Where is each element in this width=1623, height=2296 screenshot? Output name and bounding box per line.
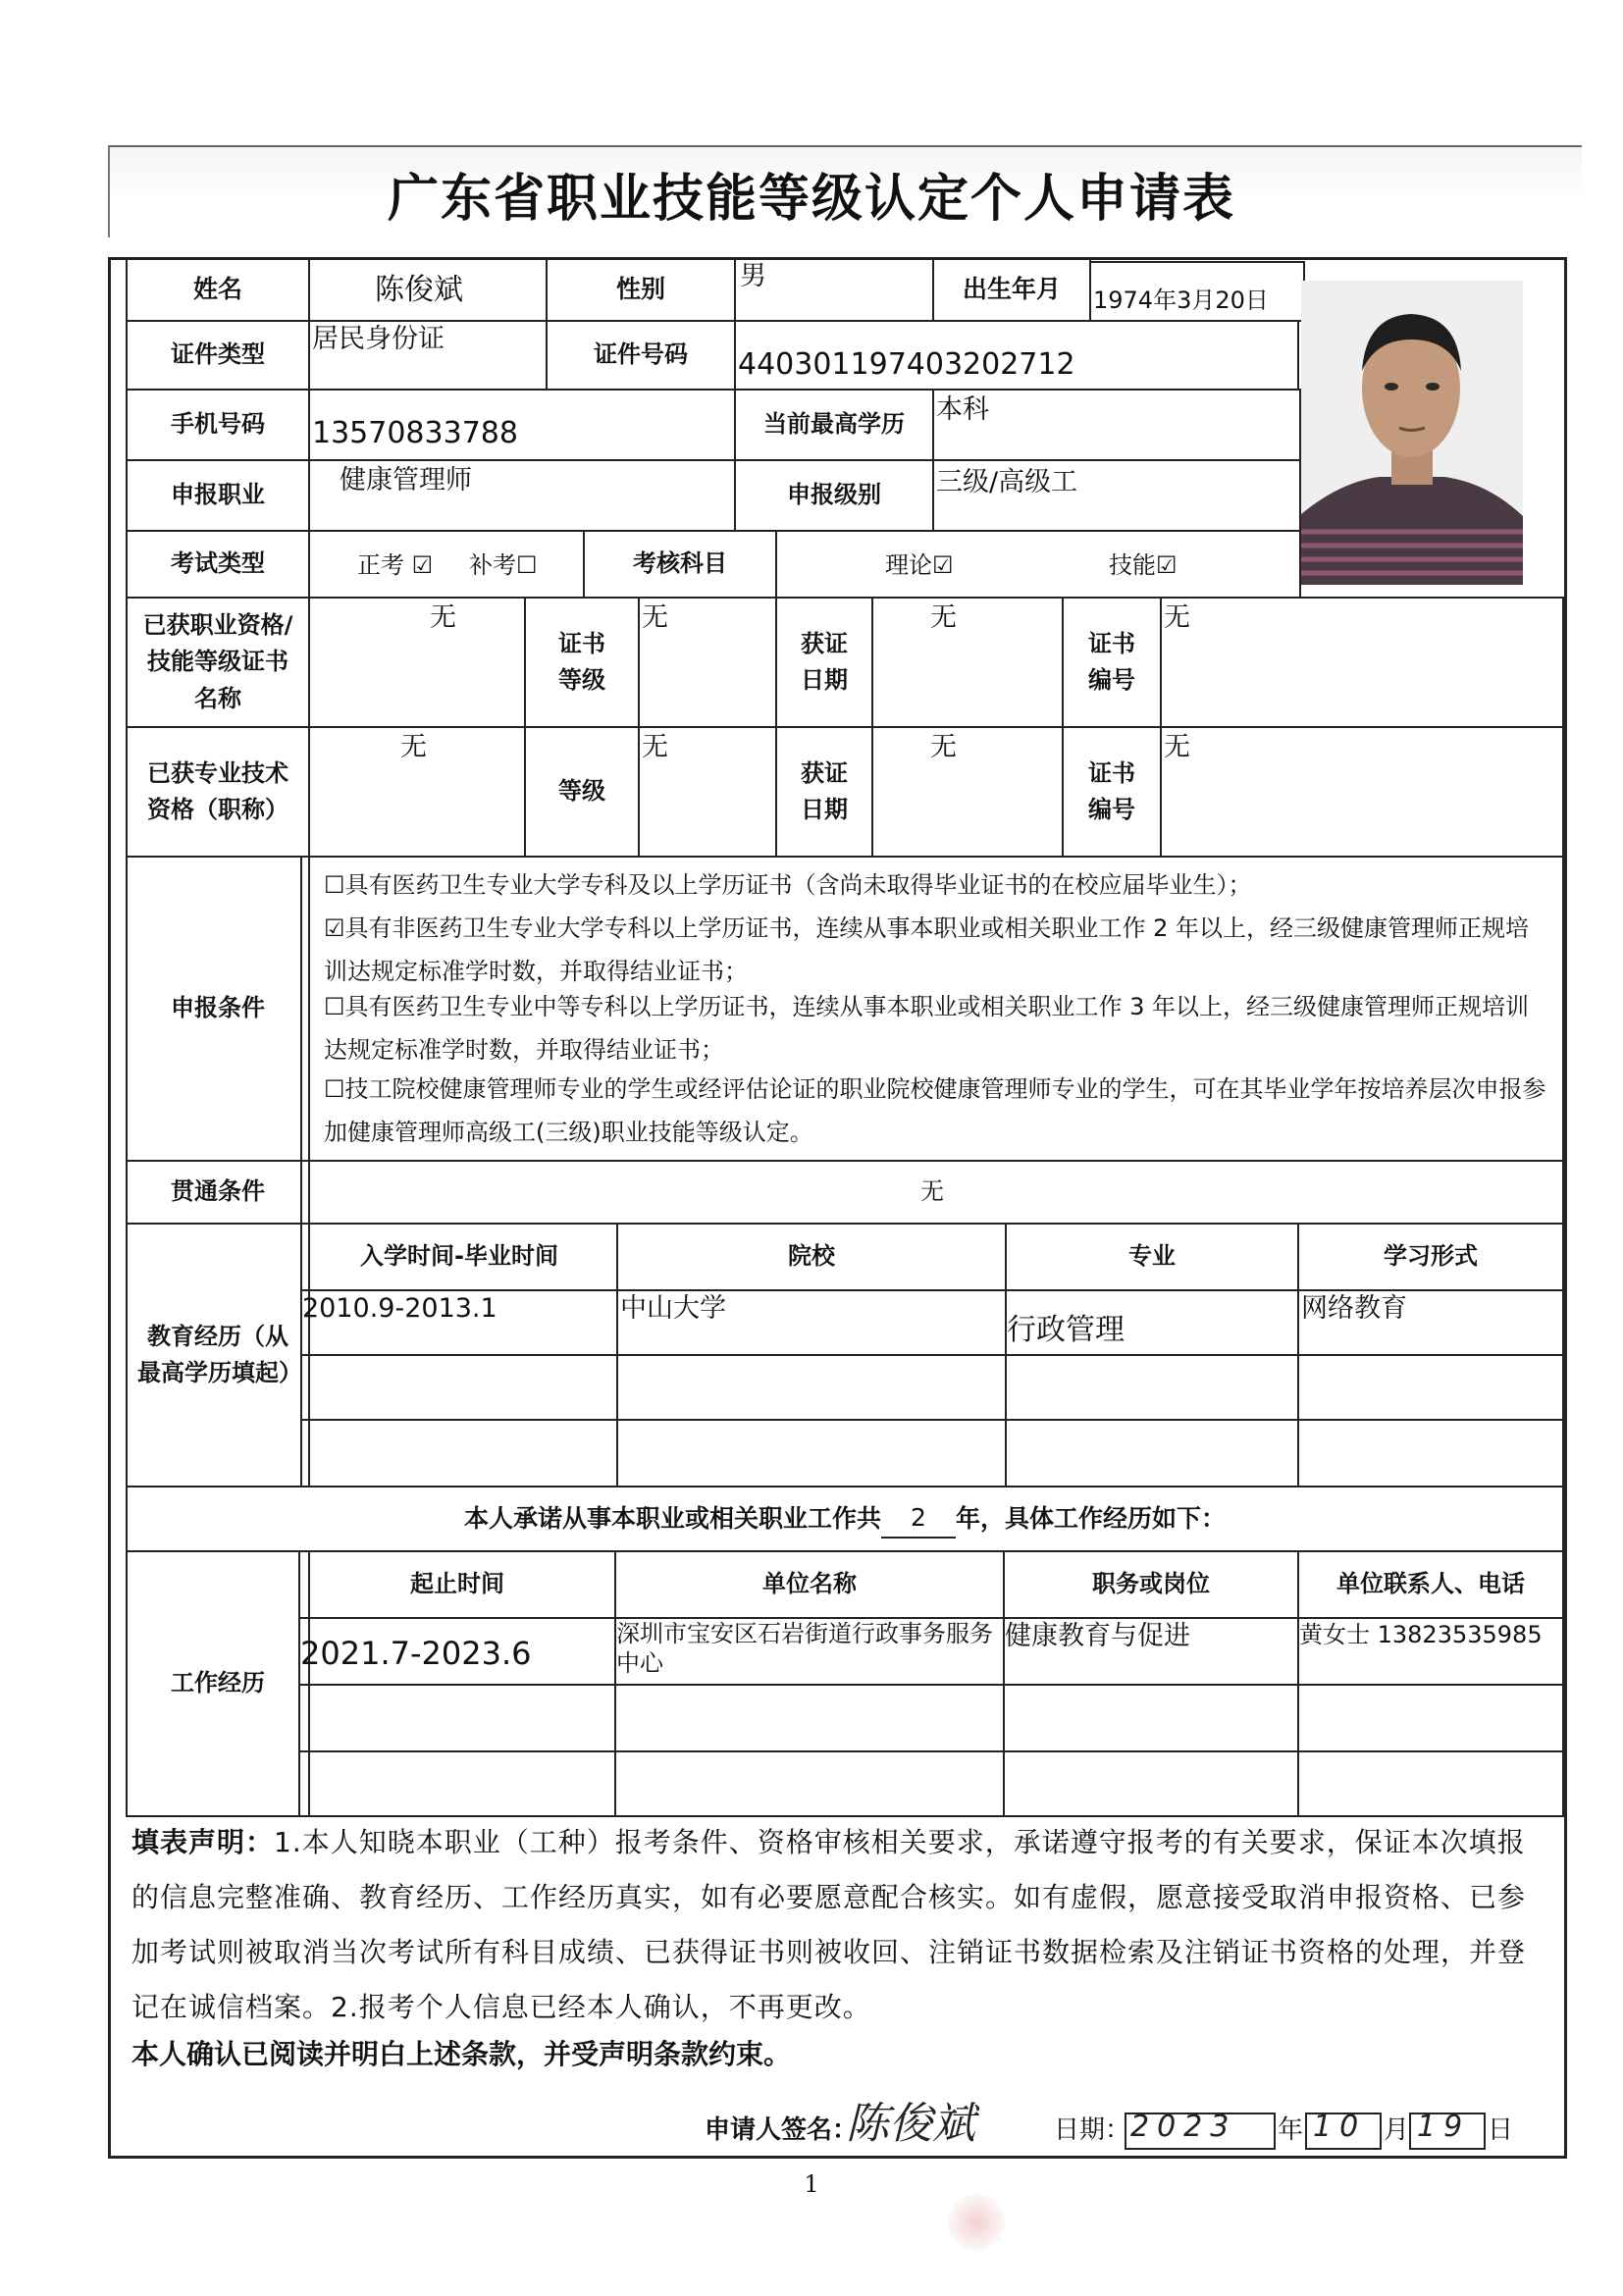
condition-1-checkbox[interactable]: ☐ <box>324 871 345 899</box>
education-value: 本科 <box>936 394 989 425</box>
exam-regular-checkbox[interactable]: ☑ <box>411 551 434 579</box>
condition-4-text: 技工院校健康管理师专业的学生或经评估论证的职业院校健康管理师专业的学生，可在其毕业学年按培养层次申报参加健康管理师高级工(三级)职业技能等级认定。 <box>324 1075 1546 1146</box>
cert-level-value: 无 <box>642 602 668 633</box>
table-cell <box>1297 1419 1564 1487</box>
table-cell <box>300 1419 618 1487</box>
cert-date-label: 获证日期 <box>801 629 848 694</box>
subject-skill-checkbox[interactable]: ☑ <box>1156 551 1178 579</box>
phone-label: 手机号码 <box>171 410 265 439</box>
through-value: 无 <box>920 1177 944 1205</box>
commitment-line <box>126 1486 1564 1552</box>
cert-number-label: 证书编号 <box>1088 629 1135 694</box>
signature-image: 陈俊斌 <box>846 2099 975 2149</box>
work-header-contact: 单位联系人、电话 <box>1336 1570 1525 1598</box>
condition-2-text: 具有非医药卫生专业大学专科以上学历证书，连续从事本职业或相关职业工作 2 年以上，经三级健康管理师正规培训达规定标准学时数，并取得结业证书； <box>324 914 1530 985</box>
edu-row1-mode: 网络教育 <box>1301 1293 1407 1324</box>
edu-row1-major: 行政管理 <box>1007 1313 1125 1347</box>
cert-name-label: 已获职业资格/技能等级证书名称 <box>142 611 293 712</box>
edu-header-mode: 学习形式 <box>1384 1242 1478 1271</box>
id-number-value: 440301197403202712 <box>738 347 1075 382</box>
conditions-label: 申报条件 <box>171 994 265 1022</box>
work-row1-period: 2021.7-2023.6 <box>300 1635 532 1672</box>
tech-name-value: 无 <box>400 732 427 762</box>
work-header-position: 职务或岗位 <box>1092 1570 1210 1598</box>
level-label: 申报级别 <box>787 481 881 509</box>
exam-regular-option <box>357 551 433 580</box>
date-month-unit: 月 <box>1384 2115 1410 2145</box>
cert-date-value: 无 <box>930 602 957 633</box>
level-value: 三级/高级工 <box>936 467 1078 497</box>
tech-date-value-cell <box>871 726 1064 858</box>
table-cell <box>1297 1750 1564 1817</box>
edu-header-period: 入学时间-毕业时间 <box>360 1242 558 1271</box>
education-label: 当前最高学历 <box>763 410 905 439</box>
tech-number-value-cell <box>1160 726 1564 858</box>
job-value: 健康管理师 <box>340 465 472 496</box>
date-year-value: 2023 <box>1130 2110 1237 2144</box>
subject-theory-checkbox[interactable]: ☑ <box>932 551 954 579</box>
condition-4 <box>324 1068 1550 1154</box>
table-cell <box>298 1684 616 1752</box>
tech-name-label: 已获专业技术资格（职称） <box>147 758 288 823</box>
tech-number-value: 无 <box>1164 732 1190 762</box>
work-label: 工作经历 <box>171 1669 265 1697</box>
declaration <box>131 1815 1544 2035</box>
cert-name-value-cell <box>308 597 526 728</box>
date-day-value: 19 <box>1417 2110 1471 2144</box>
table-cell <box>614 1684 1005 1752</box>
condition-3-checkbox[interactable]: ☐ <box>324 993 345 1020</box>
id-type-value: 居民身份证 <box>312 324 445 354</box>
edu-row1-school: 中山大学 <box>620 1293 726 1324</box>
edu-row1-period: 2010.9-2013.1 <box>302 1293 497 1324</box>
subjects-cell <box>775 530 1301 599</box>
date-year-unit: 年 <box>1278 2115 1304 2145</box>
through-label: 贯通条件 <box>171 1177 265 1206</box>
commitment-suffix: 年，具体工作经历如下： <box>956 1503 1227 1533</box>
cert-date-value-cell <box>871 597 1064 728</box>
edu-label: 教育经历（从最高学历填起） <box>137 1322 302 1386</box>
condition-2-checkbox[interactable]: ☑ <box>324 914 345 942</box>
birth-label: 出生年月 <box>962 274 1061 303</box>
condition-2 <box>324 907 1550 993</box>
phone-value: 13570833788 <box>312 416 518 450</box>
subject-skill-text: 技能 <box>1109 551 1156 579</box>
table-cell <box>298 1750 616 1817</box>
cert-name-value: 无 <box>430 602 456 633</box>
subject-theory-text: 理论 <box>885 551 932 579</box>
declaration-confirm: 本人确认已阅读并明白上述条款，并受声明条款约束。 <box>131 2038 792 2070</box>
exam-makeup-option <box>469 551 538 580</box>
table-cell <box>1297 1354 1564 1421</box>
gender-label: 性别 <box>615 274 665 303</box>
subjects-label: 考核科目 <box>633 549 727 578</box>
signature-label: 申请人签名： <box>705 2115 859 2145</box>
date-label: 日期： <box>1054 2115 1131 2145</box>
page-number: 1 <box>804 2170 819 2198</box>
table-cell <box>1005 1354 1299 1421</box>
cert-number-value-cell <box>1160 597 1564 728</box>
tech-date-value: 无 <box>930 732 957 762</box>
id-number-label: 证件号码 <box>594 340 688 369</box>
cert-level-label: 证书等级 <box>558 629 605 694</box>
job-label: 申报职业 <box>171 481 265 509</box>
exam-type-label: 考试类型 <box>171 549 265 578</box>
subject-skill-option <box>1109 551 1178 580</box>
birth-value: 1974年3月20日 <box>1093 287 1269 314</box>
commitment-prefix: 本人承诺从事本职业或相关职业工作共 <box>463 1503 881 1533</box>
condition-1-text: 具有医药卫生专业大学专科及以上学历证书（含尚未取得毕业证书的在校应届毕业生）； <box>344 871 1252 899</box>
gender-value: 男 <box>740 261 766 291</box>
commitment-years: 2 <box>881 1499 956 1539</box>
edu-header-major: 专业 <box>1128 1242 1176 1271</box>
work-header-period: 起止时间 <box>410 1570 504 1598</box>
exam-makeup-text: 补考 <box>469 551 516 579</box>
condition-3 <box>324 985 1550 1071</box>
table-cell <box>616 1354 1007 1421</box>
tech-date-label: 获证日期 <box>801 758 848 823</box>
exam-makeup-checkbox[interactable]: ☐ <box>516 551 538 579</box>
declaration-heading: 填表声明： <box>131 1826 275 1858</box>
condition-1 <box>324 863 1550 907</box>
edu-header-school: 院校 <box>788 1242 835 1271</box>
table-cell <box>300 1354 618 1421</box>
declaration-body: 1.本人知晓本职业（工种）报考条件、资格审核相关要求，承诺遵守报考的有关要求，保证本次填报的信息完整准确、教育经历、工作经历真实，如有必要愿意配合核实。如有虚假，愿意接受取消申报资格、已参加考试则被取消当次考试所有科目成绩、已获得证书则被收回、注销证书数据检索及注销证书资格的处理，并登记在诚信档案。2.报考个人信息已经本人确认，不再更改。 <box>131 1826 1527 2023</box>
tech-level-value: 无 <box>642 732 668 762</box>
condition-4-checkbox[interactable]: ☐ <box>324 1075 345 1103</box>
date-day-unit: 日 <box>1488 2115 1514 2145</box>
name-label: 姓名 <box>192 274 242 303</box>
exam-type-cell <box>308 530 585 599</box>
cert-number-value: 无 <box>1164 602 1190 633</box>
subject-theory-option <box>885 551 954 580</box>
name-value: 陈俊斌 <box>375 273 463 307</box>
work-row1-employer: 深圳市宝安区石岩街道行政事务服务中心 <box>616 1620 993 1677</box>
exam-regular-text: 正考 <box>357 551 404 579</box>
tech-number-label: 证书编号 <box>1088 758 1135 823</box>
stamp-mark <box>948 2194 1005 2251</box>
work-row1-position: 健康教育与促进 <box>1005 1621 1190 1651</box>
table-cell <box>1003 1684 1299 1752</box>
table-cell <box>1297 1684 1564 1752</box>
tech-level-label: 等级 <box>558 777 605 806</box>
form-title: 广东省职业技能等级认定个人申请表 <box>387 169 1235 229</box>
table-cell <box>1003 1750 1299 1817</box>
work-row1-contact: 黄女士 13823535985 <box>1299 1621 1543 1648</box>
condition-3-text: 具有医药卫生专业中等专科以上学历证书，连续从事本职业或相关职业工作 3 年以上，经三级健康管理师正规培训达规定标准学时数，并取得结业证书； <box>324 993 1530 1064</box>
table-cell <box>616 1419 1007 1487</box>
table-cell <box>614 1750 1005 1817</box>
id-type-label: 证件类型 <box>171 340 265 369</box>
date-month-value: 10 <box>1313 2110 1367 2144</box>
table-cell <box>1005 1419 1299 1487</box>
applicant-photo <box>1301 281 1523 585</box>
work-header-employer: 单位名称 <box>762 1570 857 1598</box>
